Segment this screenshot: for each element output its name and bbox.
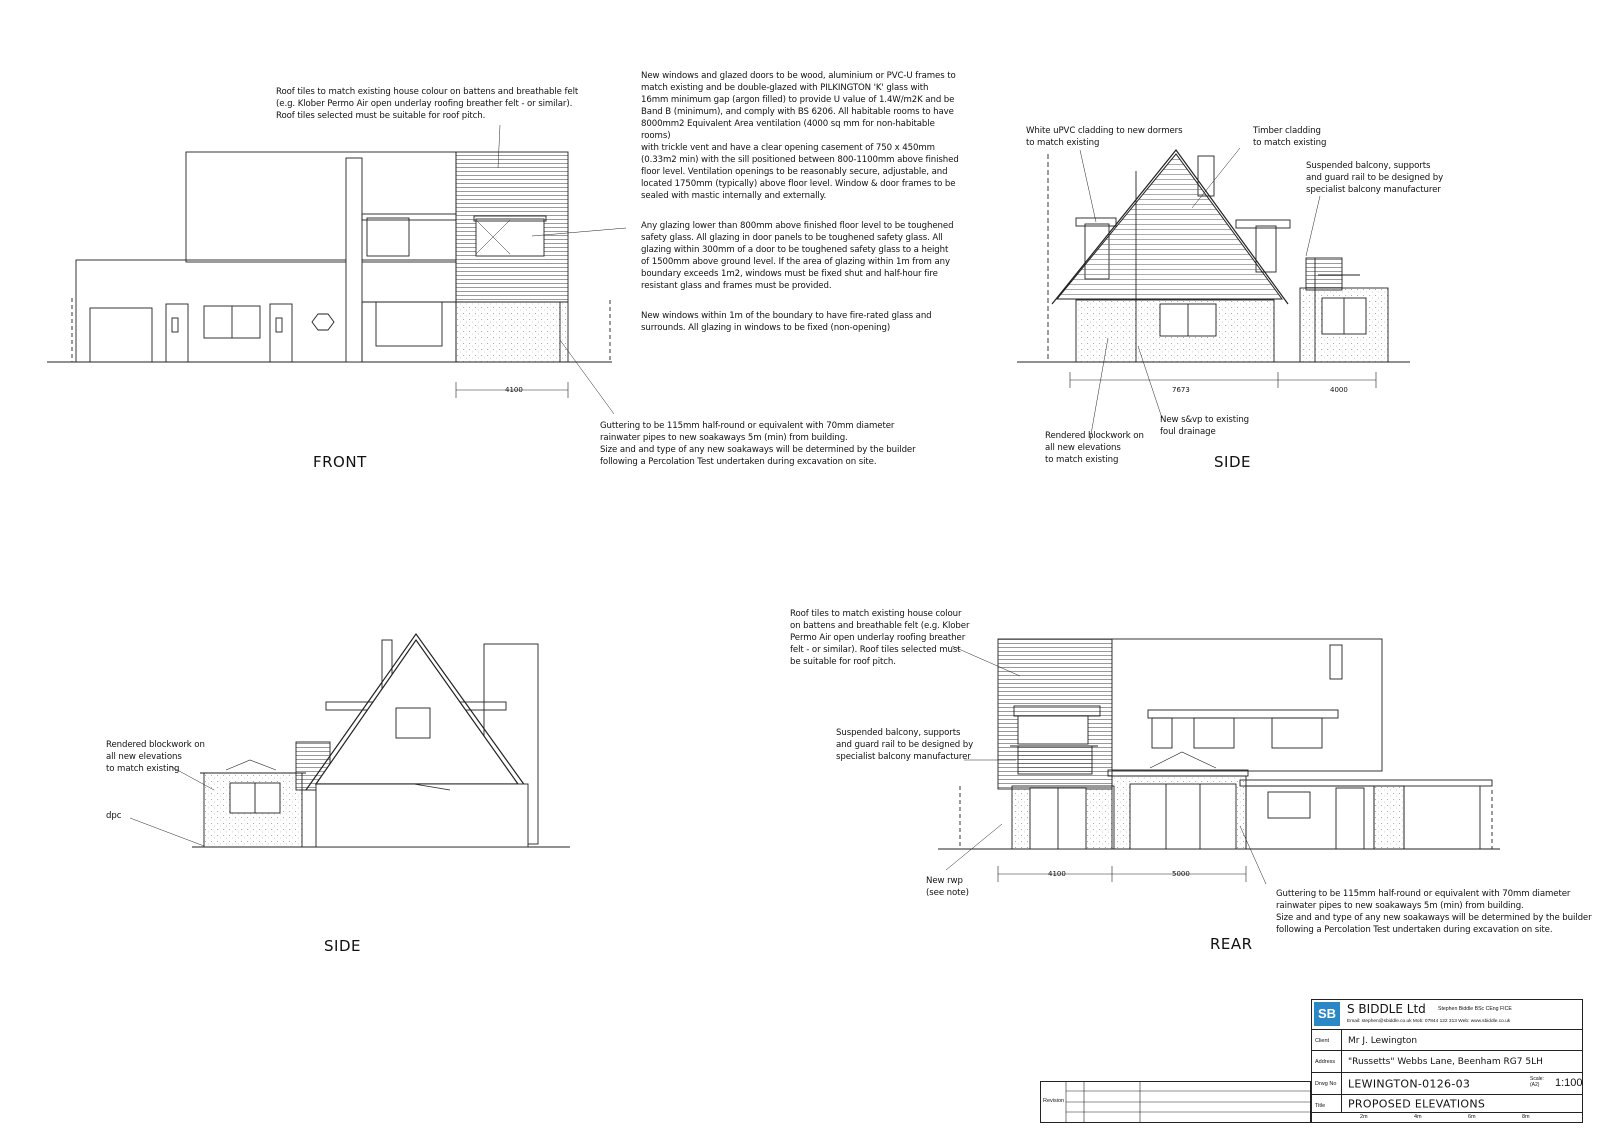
front-guttering-note: Guttering to be 115mm half-round or equivalent with 70mm diameter rainwater pipes to new soakaways 5m (min) from building. Size and and type of any new soakaways will be determined by the builder following a Percolation Test undertaken during excavation on site. xyxy=(600,421,916,467)
company-logo-icon: SB xyxy=(1314,1002,1340,1026)
side-right-dimension: 4000 xyxy=(1330,386,1348,394)
side-rendered-note: Rendered blockwork on all new elevations to match existing xyxy=(1045,431,1144,465)
title-block xyxy=(1311,999,1583,1123)
address-value: "Russetts" Webbs Lane, Beenham RG7 5LH xyxy=(1348,1057,1543,1067)
company-row xyxy=(1312,1000,1582,1029)
drawing-number-label: Drwg No xyxy=(1312,1073,1342,1095)
left-dpc-note: dpc xyxy=(106,811,122,821)
windows-spec-paragraph-3: New windows within 1m of the boundary to have fire-rated glass and surrounds. All glazing in windows to be fixed (non-opening) xyxy=(641,311,932,333)
drawing-number-value: LEWINGTON-0126-03 xyxy=(1348,1077,1471,1091)
revision-box xyxy=(1040,1081,1311,1123)
side-svp-note: New s&vp to existing foul drainage xyxy=(1160,415,1250,437)
front-roof-note: Roof tiles to match existing house colour on battens and breathable felt (e.g. Klober Permo Air open underlay roofing breather felt - or similar). Roof tiles selected must be suitable for roof pitch. xyxy=(276,87,579,121)
rear-left-dimension: 4100 xyxy=(1048,870,1066,878)
rear-rwp-note: New rwp (see note) xyxy=(926,876,969,898)
company-contact: Email: stephen@sbiddle.co.uk Mob: 07844 122 313 Web: www.sbiddle.co.uk xyxy=(1347,1019,1511,1024)
drawing-number-row xyxy=(1312,1072,1582,1095)
side-left-dimension: 7673 xyxy=(1172,386,1190,394)
title-label: Title xyxy=(1312,1095,1342,1113)
scale-bar-4m: 4m xyxy=(1414,1114,1422,1120)
scale-value: 1:100 xyxy=(1555,1077,1583,1089)
scale-bar-2m: 2m xyxy=(1360,1114,1368,1120)
scale-label: Scale: (A2) xyxy=(1530,1076,1544,1088)
side-left-view-title: SIDE xyxy=(324,937,361,955)
windows-spec-paragraph-2: Any glazing lower than 800mm above finished floor level to be toughened safety glass. All glazing in door panels to be toughened safety glass. All glazing within 300mm of a door to be toughened safety glass to a height of 1500mm above ground level. If the area of glazing within 1m from any boundary exceeds 1m2, windows must be fixed shut and half-hour fire resistant glass and frames must be provided. xyxy=(641,221,954,291)
address-label: Address xyxy=(1312,1051,1342,1073)
side-upvc-note: White uPVC cladding to new dormers to match existing xyxy=(1026,126,1183,148)
side-timber-note: Timber cladding to match existing xyxy=(1253,126,1327,148)
scale-bar-6m: 6m xyxy=(1468,1114,1476,1120)
client-row xyxy=(1312,1029,1582,1051)
scale-bar-8m: 8m xyxy=(1522,1114,1530,1120)
windows-specification-note xyxy=(641,58,961,352)
side-right-view-title: SIDE xyxy=(1214,453,1251,471)
left-rendered-note: Rendered blockwork on all new elevations to match existing xyxy=(106,740,205,774)
title-row xyxy=(1312,1094,1582,1113)
front-elevation xyxy=(47,125,626,414)
front-view-title: FRONT xyxy=(313,453,367,471)
company-qualification: Stephen Biddle BSc CEng FICE xyxy=(1438,1006,1512,1012)
rear-right-dimension: 5000 xyxy=(1172,870,1190,878)
side-balcony-note: Suspended balcony, supports and guard rail to be designed by specialist balcony manufacturer xyxy=(1306,161,1444,195)
windows-spec-paragraph-1: New windows and glazed doors to be wood, aluminium or PVC-U frames to match existing and be double-glazed with PILKINGTON 'K' glass with 16mm minimum gap (argon filled) to provide U value of 1.4W/m2K and be Band B (minimum), and comply with BS 6206. All habitable rooms to have 8000mm2 Equivalent Area ventilation (4000 sq mm for non-habitable rooms) with trickle vent and have a clear opening casement of 750 x 450mm (0.33m2 min) with the sill positioned between 800-1100mm above finished floor level. Ventilation openings to be reasonably secure, adjustable, and located 1750mm (typically) above floor level. Window & door frames to be sealed with mastic internally and externally. xyxy=(641,71,959,201)
rear-balcony-note: Suspended balcony, supports and guard rail to be designed by specialist balcony manufacturer xyxy=(836,728,974,762)
rear-elevation xyxy=(938,639,1500,884)
scale-bar-row xyxy=(1312,1112,1582,1123)
revision-label: Revision xyxy=(1043,1098,1065,1104)
rear-roof-note: Roof tiles to match existing house colour on battens and breathable felt (e.g. Klober Permo Air open underlay roofing breather felt - or similar). Roof tiles selected must be suitable for roof pitch. xyxy=(790,609,970,667)
front-width-dimension: 4100 xyxy=(505,386,523,394)
rear-guttering-note: Guttering to be 115mm half-round or equivalent with 70mm diameter rainwater pipes to new soakaways 5m (min) from building. Size and and type of any new soakaways will be determined by the builder following a Percolation Test undertaken during excavation on site. xyxy=(1276,889,1592,935)
rear-view-title: REAR xyxy=(1210,935,1253,953)
client-label: Client xyxy=(1312,1030,1342,1051)
address-row xyxy=(1312,1050,1582,1073)
company-name: S BIDDLE Ltd xyxy=(1347,1002,1426,1016)
client-value: Mr J. Lewington xyxy=(1348,1035,1418,1046)
title-value: PROPOSED ELEVATIONS xyxy=(1348,1097,1486,1111)
